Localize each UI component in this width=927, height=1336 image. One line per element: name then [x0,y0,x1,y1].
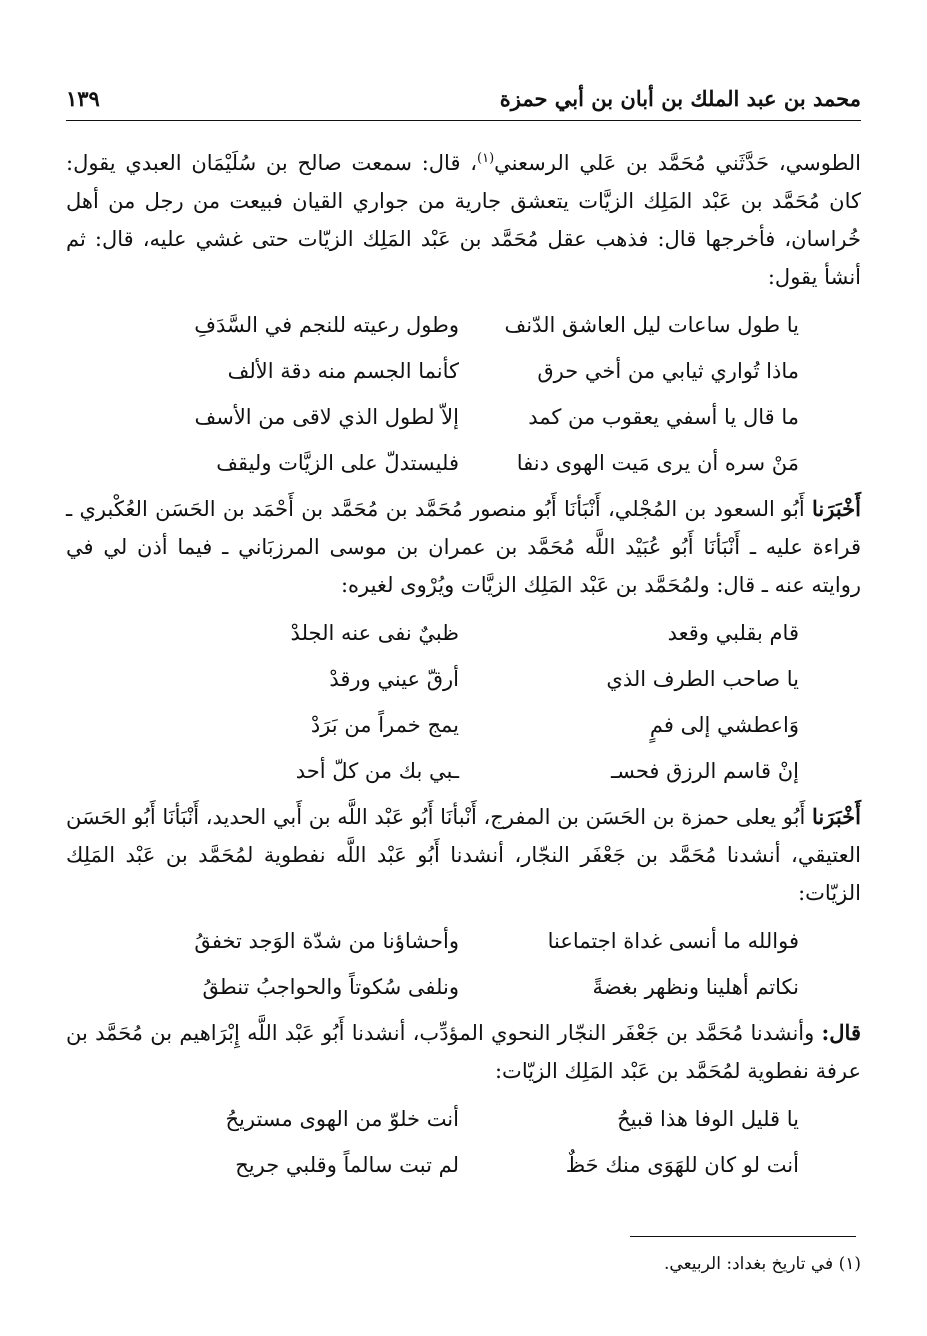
second-hemistich: وأحشاؤنا من شدّة الوَجد تخفقُ [194,929,459,953]
poem-3 [66,918,861,1010]
page-number: ١٣٩ [66,86,100,111]
verse-line [66,964,861,1010]
first-hemistich: فوالله ما أنسى غداة اجتماعنا [547,929,799,953]
second-hemistich: ـبي بك من كلّ أحد [295,759,459,783]
second-hemistich: وطول رعيته للنجم في السَّدَفِ [194,313,459,337]
poem-1 [66,302,861,486]
first-hemistich: يا صاحب الطرف الذي [606,667,799,691]
second-hemistich: فليستدلّ على الزيَّات وليقف [216,451,459,475]
footnote-divider [630,1236,856,1237]
first-hemistich: يا قليل الوفا هذا قبيحُ [617,1107,799,1131]
paragraph-text: أَبُو السعود بن المُجْلي، أَنْبَأنَا أَبُو منصور مُحَمَّد بن مُحَمَّد بن أَحْمَد بن الحَسَن العُكْبري ـ قراءة عليه ـ أَنْبَأنَا أَبُو عُبَيْد اللَّه مُحَمَّد بن عمران بن موسى المرزبَاني ـ فيما أذن لي في روايته عنه ـ قال: ولمُحَمَّد بن عَبْد المَلِك الزيَّات ويُرْوى لغيره: [66,497,861,597]
verse-line [66,348,861,394]
paragraph-2 [66,490,861,604]
intro-paragraph [66,140,861,296]
paragraph-4 [66,1014,861,1090]
paragraph-text: أَبُو يعلى حمزة بن الحَسَن بن المفرج، أَنْبأنَا أَبُو عَبْد اللَّه بن أَبي الحديد، أَنْبَأنَا أَبُو الحَسَن العتيقي، أنشدنا مُحَمَّد بن جَعْفَر النجّار، أنشدنا أَبُو عَبْد اللَّه نفطوية لمُحَمَّد بن عَبْد المَلِك الزيّات: [66,805,861,905]
verse-line [66,1096,861,1142]
footnote [664,1254,861,1274]
second-hemistich: كأنما الجسم منه دقة الألف [227,359,459,383]
first-hemistich: ما قال يا أسفي يعقوب من كمد [528,405,799,429]
second-hemistich: أنت خلوّ من الهوى مستريحُ [225,1107,459,1131]
intro-text-rest: كان مُحَمَّد بن عَبْد المَلِك الزيَّات يتعشق جارية من جواري القيان فبيعت من رجل من أهل خُراسان، فأخرجها قال: فذهب عقل مُحَمَّد بن عَبْد المَلِك الزيّات حتى غشي عليه، قال: ثم أنشأ يقول: [66,189,861,289]
intro-text-cont: ، قال: سمعت صالح بن سُلَيْمَان العبدي يقول: [66,151,478,175]
first-hemistich: أنت لو كان للهَوَى منك حَظٌ [565,1153,799,1177]
poem-4 [66,1096,861,1188]
second-hemistich: أرقّ عيني ورقدْ [329,667,459,691]
second-hemistich: يمج خمراً من بَرَدْ [310,713,459,737]
verse-line [66,748,861,794]
first-hemistich: نكاتم أهلينا ونظهر بغضةً [592,975,799,999]
first-hemistich: يا طول ساعات ليل العاشق الدّنف [504,313,799,337]
second-hemistich: ونلفى سُكوتاً والحواجبُ تنطقُ [202,975,459,999]
poem-2 [66,610,861,794]
footnote-number: (١) [838,1254,861,1274]
second-hemistich: ظبيٌ نفى عنه الجلدْ [290,621,459,645]
footnote-text: في تاريخ بغداد: الربيعي. [664,1254,834,1274]
verse-line [66,610,861,656]
verse-line [66,302,861,348]
paragraph-text: وأنشدنا مُحَمَّد بن جَعْفَر النجّار النحوي المؤدِّب، أنشدنا أَبُو عَبْد اللَّه إِبْرَاهيم بن مُحَمَّد بن عرفة نفطوية لمُحَمَّد بن عَبْد المَلِك الزيّات: [66,1021,861,1083]
verse-line [66,702,861,748]
paragraph-3 [66,798,861,912]
first-hemistich: إنْ قاسم الرزق فحسـ [610,759,799,783]
first-hemistich: قام بقلبي وقعد [667,621,799,645]
page-body [66,140,861,1192]
verse-line [66,1142,861,1188]
running-header [66,86,861,121]
verse-line [66,394,861,440]
header-title: محمد بن عبد الملك بن أبان بن أبي حمزة [499,86,861,111]
first-hemistich: مَنْ سره أن يرى مَيت الهوى دنفا [516,451,799,475]
verse-line [66,440,861,486]
second-hemistich: لم تبت سالماً وقلبي جريح [235,1153,459,1177]
paragraph-lead: أَخْبَرَنا [812,496,861,521]
second-hemistich: إلاّ لطول الذي لاقى من الأسف [194,405,459,429]
paragraph-lead: أَخْبَرَنا [812,804,861,829]
first-hemistich: ماذا تُواري ثيابي من أخي حرق [537,359,799,383]
paragraph-lead: قال: [821,1020,861,1045]
footnote-ref[interactable]: (١) [477,151,495,166]
first-hemistich: وَاعطشي إلى فمٍ [649,713,799,737]
verse-line [66,918,861,964]
intro-text-start: الطوسي، حَدَّثَني مُحَمَّد بن عَلي الرسعني [494,151,862,175]
verse-line [66,656,861,702]
